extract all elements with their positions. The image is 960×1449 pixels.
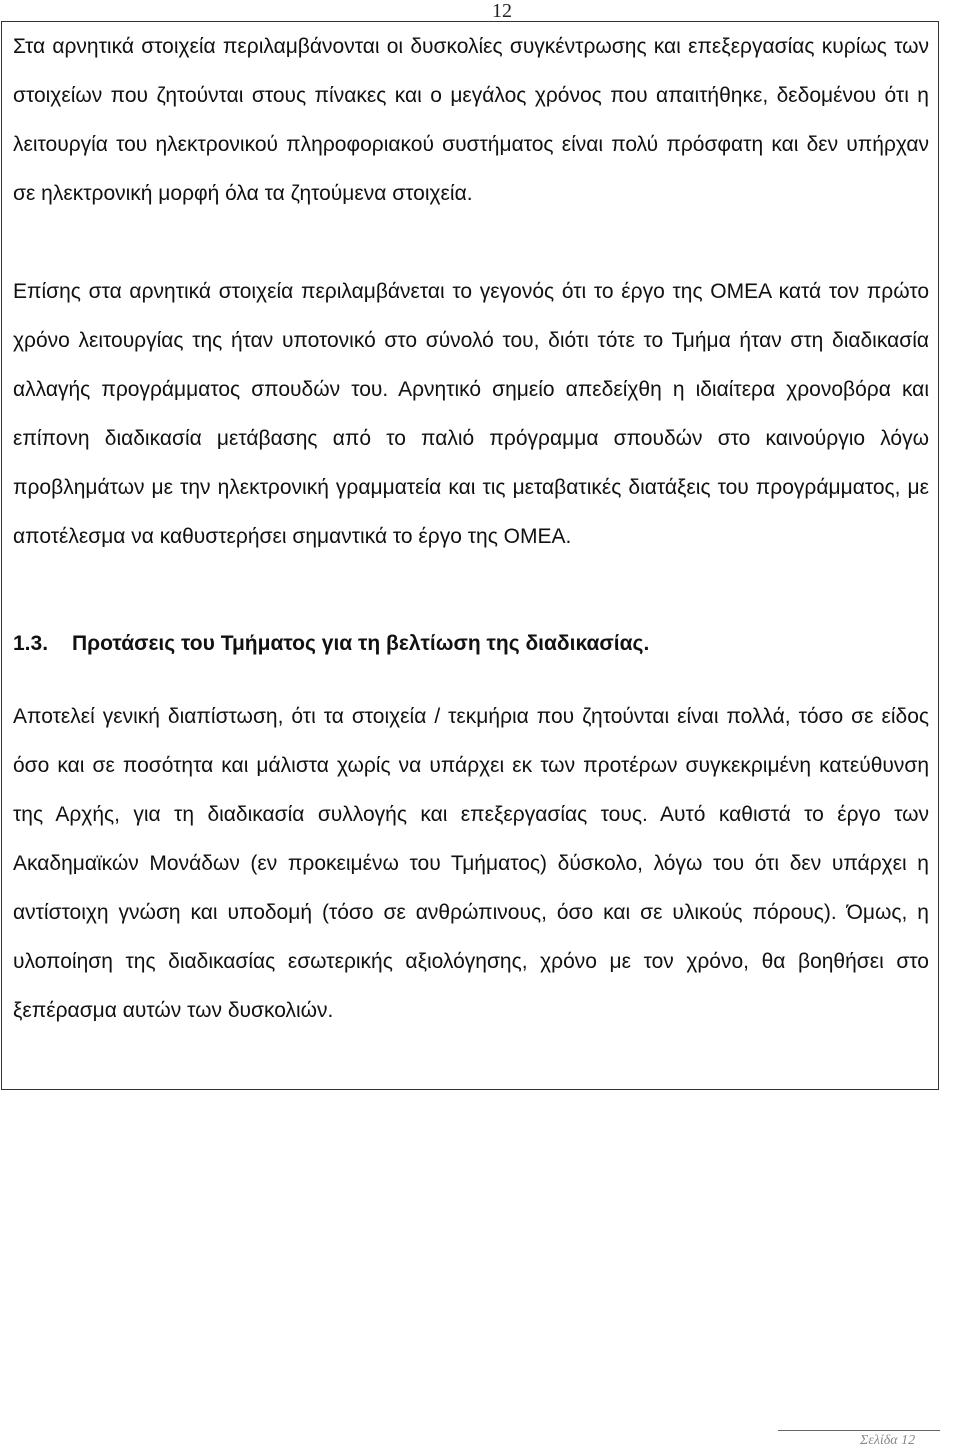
section-heading [13,624,929,664]
content-frame [1,21,939,1090]
page-number-top: 12 [492,0,512,22]
footer-page-label: Σελίδα 12 [860,1433,916,1448]
footer-divider [778,1430,940,1431]
paragraph-omea-work: Επίσης στα αρνητικά στοιχεία περιλαμβάνεται το γεγονός ότι το έργο της ΟΜΕΑ κατά τον πρώτο χρόνο λειτουργίας της ήταν υποτονικό στο σύνολό του, διότι τότε το Τμήμα ήταν στη διαδικασία αλλαγής προγράμματος σπουδών του. Αρνητικό σημείο απεδείχθη η ιδιαίτερα χρονοβόρα και επίπονη διαδικασία μετάβασης από το παλιό πρόγραμμα σπουδών στο καινούργιο λόγω προβλημάτων με την ηλεκτρονική γραμματεία και τις μεταβατικές διατάξεις του προγράμματος, με αποτέλεσμα να καθυστερήσει σημαντικά το έργο της ΟΜΕΑ. [13,280,929,548]
paragraph-negative-aspects: Στα αρνητικά στοιχεία περιλαμβάνονται οι δυσκολίες συγκέντρωσης και επεξεργασίας κυρίως των στοιχείων που ζητούνται στους πίνακες και ο μεγάλος χρόνος που απαιτήθηκε, δεδομένου ότι η λειτουργία του ηλεκτρονικού πληροφοριακού συστήματος είναι πολύ πρόσφατη και δεν υπήρχαν σε ηλεκτρονική μορφή όλα τα ζητούμενα στοιχεία. [13,35,929,205]
section-number: 1.3. [13,632,49,655]
paragraph-proposals: Αποτελεί γενική διαπίστωση, ότι τα στοιχεία / τεκμήρια που ζητούνται είναι πολλά, τόσο σε είδος όσο και σε ποσότητα και μάλιστα χωρίς να υπάρχει εκ των προτέρων συγκεκριμένη κατεύθυνση της Αρχής, για τη διαδικασία συλλογής και επεξεργασίας τους. Αυτό καθιστά το έργο των Ακαδημαϊκών Μονάδων (εν προκειμένω του Τμήματος) δύσκολο, λόγω του ότι δεν υπάρχει η αντίστοιχη γνώση και υποδομή (τόσο σε ανθρώπινους, όσο και σε υλικούς πόρους). Όμως, η υλοποίηση της διαδικασίας εσωτερικής αξιολόγησης, χρόνο με τον χρόνο, θα βοηθήσει στο ξεπέρασμα αυτών των δυσκολιών. [13,705,929,1022]
section-title: Προτάσεις του Τμήματος για τη βελτίωση της διαδικασίας. [72,632,650,655]
